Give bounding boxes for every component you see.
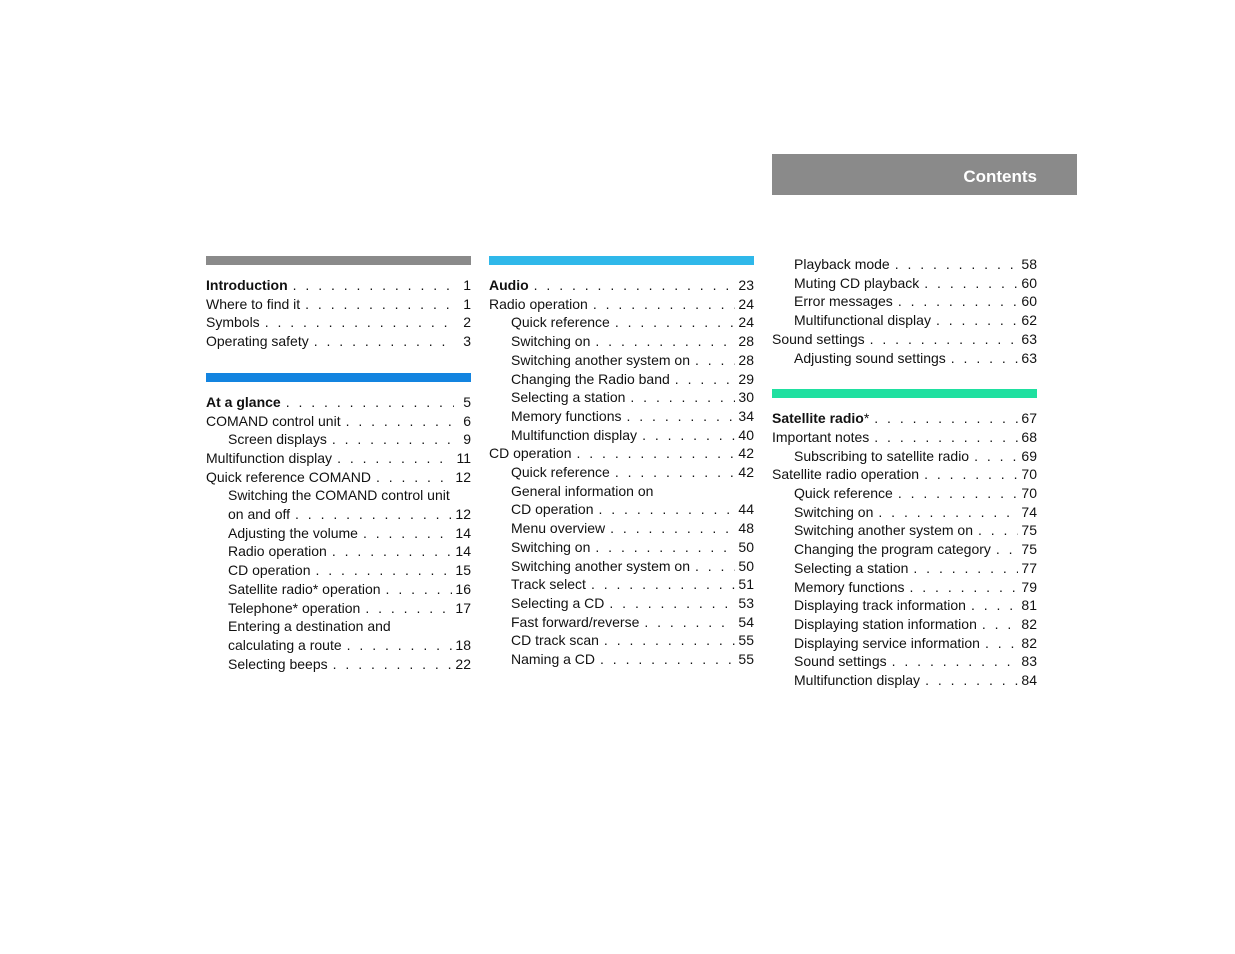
dot-leader — [347, 636, 453, 655]
toc-entry-label: CD operation — [511, 501, 594, 518]
toc-entry-label: Memory functions — [794, 578, 905, 595]
toc-entry-label: Switching another system on — [511, 557, 690, 574]
section-color-bar — [772, 389, 1037, 398]
toc-entry-label: Radio operation — [489, 295, 588, 312]
toc-entry-label: COMAND control unit — [206, 412, 341, 429]
toc-entry[interactable] — [206, 430, 471, 449]
dot-leader — [924, 465, 1018, 484]
dot-leader — [295, 505, 452, 524]
toc-page-number: 14 — [455, 524, 471, 541]
dot-leader — [996, 540, 1019, 559]
toc-entry-label: Adjusting sound settings — [794, 349, 946, 366]
toc-entry[interactable] — [772, 634, 1037, 653]
toc-page-number: 75 — [1021, 541, 1037, 558]
toc-entry-text: Switching the COMAND control unit — [228, 487, 450, 504]
dot-leader — [577, 444, 736, 463]
toc-entry-label: CD operation — [228, 562, 311, 579]
toc-page-number: 18 — [455, 636, 471, 653]
toc-entry-label: Switching on — [511, 538, 591, 555]
dot-leader — [936, 311, 1018, 330]
dot-leader — [316, 561, 453, 580]
toc-section-heading[interactable] — [489, 276, 754, 295]
toc-entry-label: Quick reference COMAND — [206, 468, 371, 485]
toc-page-number: 70 — [1021, 485, 1037, 502]
toc-page-number: 53 — [738, 594, 754, 611]
toc-section — [772, 389, 1037, 690]
toc-entry-label: CD operation — [489, 445, 572, 462]
dot-leader — [898, 292, 1019, 311]
toc-entry-asterisk: * — [863, 410, 870, 427]
toc-entry[interactable] — [206, 542, 471, 561]
toc-page-number: 79 — [1021, 578, 1037, 595]
toc-entry-label: Fast forward/reverse — [511, 613, 640, 630]
toc-page-number: 24 — [738, 314, 754, 331]
toc-entry[interactable] — [489, 519, 754, 538]
toc-page-number: 51 — [738, 576, 754, 593]
toc-page-number: 16 — [455, 580, 471, 597]
dot-leader — [376, 468, 452, 487]
toc-page-number: 60 — [1021, 274, 1037, 291]
toc-entry-label: Multifunction display — [206, 449, 333, 466]
toc-section — [206, 256, 471, 351]
toc-page-number: 9 — [463, 431, 471, 448]
dot-leader — [878, 503, 1018, 522]
dot-leader — [595, 538, 735, 557]
toc-page-number: 55 — [738, 632, 754, 649]
toc-page-number: 50 — [738, 538, 754, 555]
section-color-bar — [206, 256, 471, 265]
toc-page-number: 28 — [738, 351, 754, 368]
toc-entry[interactable] — [206, 505, 471, 524]
toc-page-number: 84 — [1021, 672, 1037, 689]
toc-entry-label: Naming a CD — [511, 651, 596, 668]
toc-entry-label: Sound settings — [794, 653, 887, 670]
toc-entry[interactable] — [772, 540, 1037, 559]
toc-entry[interactable] — [772, 559, 1037, 578]
toc-entry-label: Switching on — [794, 503, 874, 520]
toc-entry[interactable] — [489, 594, 754, 613]
section-color-bar — [206, 373, 471, 382]
toc-page-number: 75 — [1021, 522, 1037, 539]
toc-entry-label: Changing the program category — [794, 541, 991, 558]
toc-page-number: 82 — [1021, 634, 1037, 651]
toc-page-number: 63 — [1021, 330, 1037, 347]
toc-entry[interactable] — [489, 557, 754, 576]
toc-entry[interactable] — [489, 500, 754, 519]
dot-leader — [974, 447, 1018, 466]
dot-leader — [951, 349, 1019, 368]
toc-entry[interactable] — [772, 596, 1037, 615]
toc-page-number: 17 — [455, 599, 471, 616]
toc-entry-label: Switching another system on — [794, 522, 973, 539]
toc-entry-label: Memory functions — [511, 407, 622, 424]
dot-leader — [675, 370, 736, 389]
toc-page-number: 83 — [1021, 653, 1037, 670]
toc-page-number: 12 — [455, 468, 471, 485]
toc-section-heading[interactable] — [772, 409, 1037, 428]
toc-page-number: 34 — [738, 407, 754, 424]
toc-page-number: 22 — [455, 655, 471, 672]
dot-leader — [610, 519, 735, 538]
toc-page-number: 24 — [738, 295, 754, 312]
toc-entry[interactable] — [206, 655, 471, 674]
dot-leader — [333, 655, 453, 674]
toc-entry[interactable] — [489, 295, 754, 314]
toc-entry[interactable] — [206, 412, 471, 431]
dot-leader — [615, 463, 736, 482]
toc-page-number: 30 — [738, 389, 754, 406]
toc-entry[interactable] — [206, 313, 471, 332]
toc-entry-label: Displaying service information — [794, 634, 980, 651]
toc-entry[interactable] — [489, 351, 754, 370]
toc-entry[interactable] — [489, 444, 754, 463]
toc-entry[interactable] — [489, 631, 754, 650]
toc-entry-label: Selecting a station — [794, 559, 909, 576]
toc-entry[interactable] — [772, 349, 1037, 368]
contents-header — [772, 154, 1077, 195]
toc-entry-label: Displaying station information — [794, 615, 977, 632]
dot-leader — [626, 407, 735, 426]
dot-leader — [982, 615, 1019, 634]
toc-entry-label: Multifunction display — [794, 672, 921, 689]
toc-entry-label: Satellite radio* operation — [228, 580, 381, 597]
toc-page-number: 82 — [1021, 615, 1037, 632]
dot-leader — [874, 428, 1018, 447]
dot-leader — [534, 276, 736, 295]
toc-entry[interactable] — [772, 255, 1037, 274]
toc-entry-label: Important notes — [772, 428, 870, 445]
dot-leader — [971, 596, 1018, 615]
dot-leader — [892, 652, 1019, 671]
toc-page-number: 54 — [738, 613, 754, 630]
section-color-bar — [489, 256, 754, 265]
dot-leader — [386, 580, 453, 599]
toc-page-number: 42 — [738, 464, 754, 481]
toc-entry[interactable] — [206, 332, 471, 351]
toc-entry-label: CD track scan — [511, 632, 599, 649]
dot-leader — [978, 521, 1018, 540]
toc-entry-label: Selecting a CD — [511, 594, 605, 611]
toc-page-number: 81 — [1021, 597, 1037, 614]
toc-entry[interactable] — [772, 652, 1037, 671]
toc-page-number: 50 — [738, 557, 754, 574]
toc-page-number: 55 — [738, 651, 754, 668]
contents-title: Contents — [963, 167, 1037, 186]
toc-entry-label: Selecting a station — [511, 389, 626, 406]
toc-entry[interactable] — [772, 484, 1037, 503]
toc-page-number: 28 — [738, 333, 754, 350]
dot-leader — [265, 313, 454, 332]
toc-page-number: 15 — [455, 562, 471, 579]
toc-entry-label: Subscribing to satellite radio — [794, 447, 970, 464]
toc-entry-label: Menu overview — [511, 520, 606, 537]
toc-entry-label: Audio — [489, 277, 529, 293]
dot-leader — [895, 255, 1019, 274]
toc-page-number: 12 — [455, 506, 471, 523]
toc-entry[interactable] — [772, 578, 1037, 597]
toc-entry[interactable] — [772, 465, 1037, 484]
toc-entry[interactable] — [489, 650, 754, 669]
toc-entry-label: Multifunction display — [511, 426, 638, 443]
toc-entry[interactable] — [772, 292, 1037, 311]
toc-page-number: 1 — [463, 295, 471, 312]
dot-leader — [925, 671, 1018, 690]
toc-page-number: 3 — [463, 333, 471, 350]
toc-page-number: 1 — [463, 277, 471, 293]
toc-entry[interactable] — [489, 313, 754, 332]
toc-entry[interactable] — [772, 330, 1037, 349]
toc-entry[interactable] — [772, 503, 1037, 522]
dot-leader — [346, 412, 454, 431]
toc-entry[interactable] — [206, 561, 471, 580]
toc-page-number: 44 — [738, 501, 754, 518]
toc-page-number: 29 — [738, 370, 754, 387]
toc-page-number: 70 — [1021, 466, 1037, 483]
toc-page-number: 6 — [463, 412, 471, 429]
dot-leader — [644, 613, 735, 632]
toc-page-number: 60 — [1021, 293, 1037, 310]
toc-entry-label: Switching on — [511, 333, 591, 350]
toc-entry[interactable] — [772, 521, 1037, 540]
dot-leader — [695, 351, 735, 370]
dot-leader — [870, 330, 1019, 349]
dot-leader — [913, 559, 1018, 578]
toc-entry[interactable] — [489, 613, 754, 632]
dot-leader — [595, 332, 735, 351]
toc-page-number: 62 — [1021, 312, 1037, 329]
toc-entry-label: Changing the Radio band — [511, 370, 670, 387]
toc-entry-label: Multifunctional display — [794, 312, 931, 329]
toc-column-3 — [772, 255, 1037, 712]
dot-leader — [305, 295, 454, 314]
toc-page-number: 11 — [456, 449, 471, 466]
toc-entry[interactable] — [772, 274, 1037, 293]
toc-section-heading[interactable] — [206, 393, 471, 412]
dot-leader — [337, 449, 453, 468]
dot-leader — [332, 542, 453, 561]
dot-leader — [642, 426, 735, 445]
toc-entry-label: Quick reference — [511, 464, 610, 481]
dot-leader — [609, 594, 735, 613]
toc-entry-label: Introduction — [206, 277, 288, 293]
dot-leader — [293, 276, 454, 295]
dot-leader — [600, 650, 735, 669]
toc-entry[interactable] — [206, 636, 471, 655]
dot-leader — [874, 409, 1018, 428]
toc-page-number: 69 — [1021, 447, 1037, 464]
toc-page-number: 23 — [738, 277, 754, 293]
toc-entry[interactable] — [206, 449, 471, 468]
toc-entry-label: Where to find it — [206, 295, 301, 312]
toc-entry-text: Entering a destination and — [228, 618, 391, 635]
toc-entry-label: Symbols — [206, 314, 260, 331]
toc-entry-label: At a glance — [206, 393, 281, 410]
dot-leader — [909, 578, 1018, 597]
toc-page-number: 63 — [1021, 349, 1037, 366]
dot-leader — [332, 430, 454, 449]
toc-entry-label: Playback mode — [794, 256, 890, 272]
toc-entry-label: Satellite radio — [772, 410, 864, 427]
dot-leader — [591, 575, 735, 594]
toc-entry[interactable] — [489, 426, 754, 445]
toc-entry[interactable] — [206, 295, 471, 314]
toc-page-number: 2 — [463, 314, 471, 331]
toc-page-number: 74 — [1021, 503, 1037, 520]
toc-entry[interactable] — [206, 524, 471, 543]
toc-entry-label: Selecting beeps — [228, 655, 328, 672]
toc-entry-label: Sound settings — [772, 330, 865, 347]
toc-entry-label: Screen displays — [228, 431, 327, 448]
toc-page-number: 14 — [455, 543, 471, 560]
toc-entry-label: Track select — [511, 576, 586, 593]
toc-entry-label: calculating a route — [228, 636, 342, 653]
toc-section — [489, 256, 754, 669]
toc-entry[interactable] — [489, 575, 754, 594]
toc-entry[interactable] — [489, 332, 754, 351]
dot-leader — [695, 557, 735, 576]
toc-entry[interactable] — [772, 615, 1037, 634]
toc-page-number: 58 — [1021, 256, 1037, 272]
dot-leader — [593, 295, 736, 314]
toc-page-number: 42 — [738, 445, 754, 462]
dot-leader — [286, 393, 454, 412]
toc-page-number: 77 — [1021, 559, 1037, 576]
toc-entry-label: Error messages — [794, 293, 893, 310]
toc-entry[interactable] — [206, 468, 471, 487]
toc-entry-label: Operating safety — [206, 333, 309, 350]
dot-leader — [898, 484, 1019, 503]
toc-entry[interactable] — [772, 447, 1037, 466]
toc-section — [206, 373, 471, 674]
toc-page-number: 5 — [463, 393, 471, 410]
toc-entry[interactable] — [489, 407, 754, 426]
toc-entry-label: Radio operation — [228, 543, 327, 560]
toc-entry-label: on and off — [228, 506, 291, 523]
dot-leader — [630, 388, 735, 407]
toc-entry-label: Displaying track information — [794, 597, 966, 614]
toc-section — [772, 255, 1037, 367]
toc-entry[interactable] — [206, 599, 471, 618]
dot-leader — [365, 599, 452, 618]
toc-section-heading[interactable] — [206, 276, 471, 295]
toc-page-number: 68 — [1021, 428, 1037, 445]
toc-entry[interactable] — [489, 538, 754, 557]
dot-leader — [314, 332, 454, 351]
toc-entry[interactable] — [772, 671, 1037, 690]
toc-entry[interactable] — [772, 428, 1037, 447]
toc-page-number: 67 — [1021, 410, 1037, 427]
toc-column-1 — [206, 256, 471, 695]
toc-entry-label: Switching another system on — [511, 351, 690, 368]
toc-entry-label: Telephone* operation — [228, 599, 361, 616]
toc-entry[interactable] — [489, 370, 754, 389]
dot-leader — [985, 634, 1018, 653]
toc-entry[interactable] — [489, 388, 754, 407]
dot-leader — [599, 500, 736, 519]
toc-entry[interactable] — [206, 580, 471, 599]
toc-entry-label: Satellite radio operation — [772, 466, 920, 483]
toc-entry-text: General information on — [511, 482, 654, 499]
toc-entry[interactable] — [489, 463, 754, 482]
dot-leader — [363, 524, 452, 543]
dot-leader — [604, 631, 736, 650]
toc-entry-label: Quick reference — [794, 485, 893, 502]
toc-entry-label: Muting CD playback — [794, 274, 920, 291]
toc-page-number: 48 — [738, 520, 754, 537]
toc-page-number: 40 — [738, 426, 754, 443]
toc-column-2 — [489, 256, 754, 691]
toc-entry-label: Quick reference — [511, 314, 610, 331]
toc-entry[interactable] — [772, 311, 1037, 330]
dot-leader — [924, 274, 1018, 293]
dot-leader — [615, 313, 736, 332]
toc-entry-label: Adjusting the volume — [228, 524, 358, 541]
